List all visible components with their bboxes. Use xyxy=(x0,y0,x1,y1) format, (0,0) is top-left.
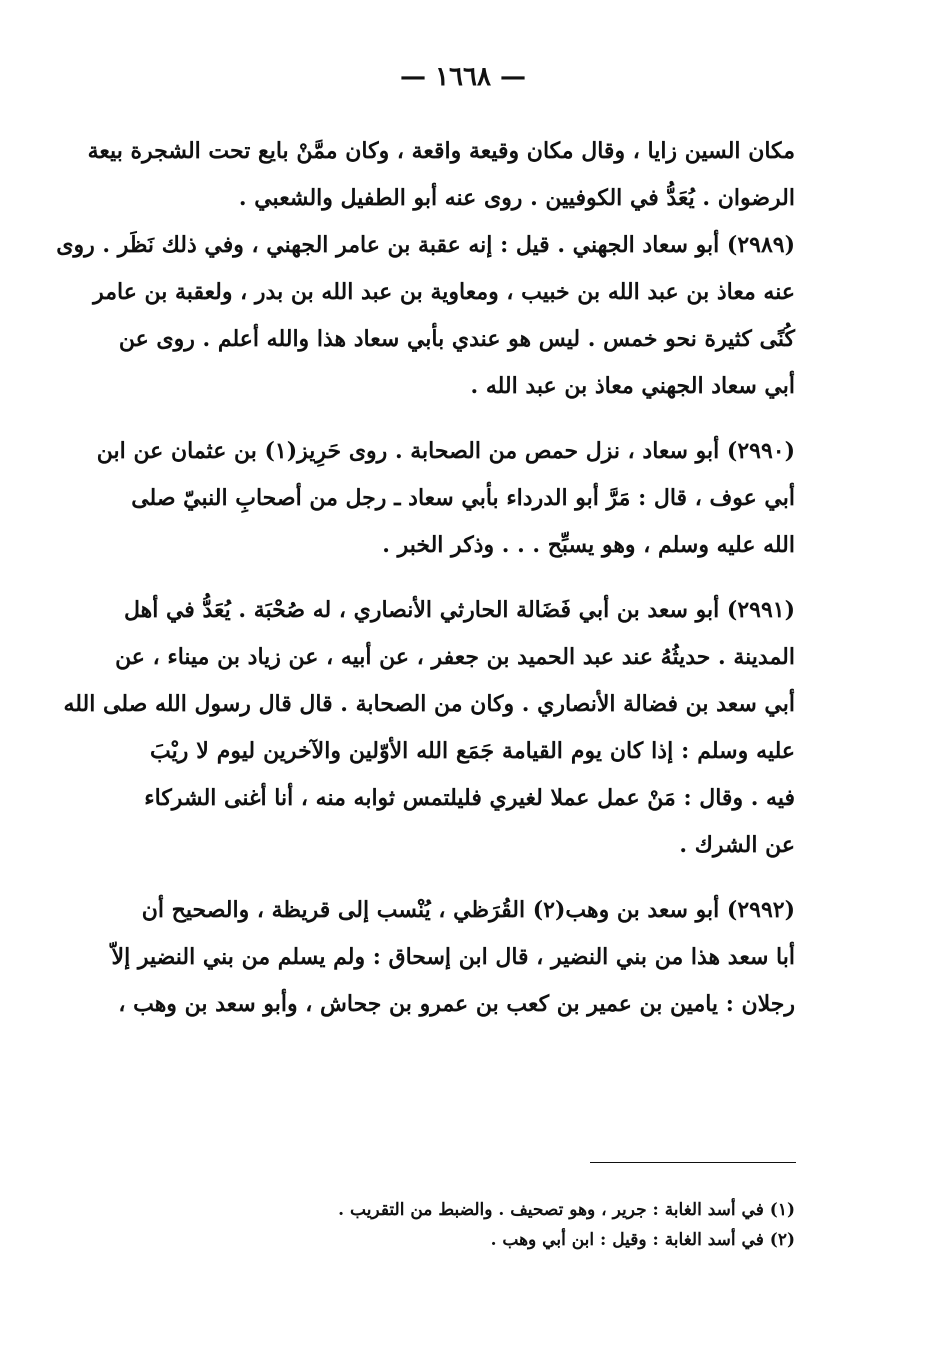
text-line: (٢٩٩٠) أبو سعاد ، نزل حمص من الصحابة . روى حَرِيز(١) بن عثمان عن ابن xyxy=(96,438,795,464)
text-line: أبا سعد هذا من بني النضير ، قال ابن إسحاق : ولم يسلم من بني النضير إلاّ xyxy=(111,944,795,970)
text-line: (٢٩٨٩) أبو سعاد الجهني . قيل : إنه عقبة بن عامر الجهني ، وفي ذلك نَظَر . روى xyxy=(56,232,795,258)
text-line: أبي سعاد الجهني معاذ بن عبد الله . xyxy=(470,373,795,399)
entry-2989 xyxy=(56,222,795,410)
text-line: (٢٩٩١) أبو سعد بن أبي فَضَالة الحارثي الأنصاري ، له صُحْبَة . يُعَدُّ في أهل xyxy=(123,597,795,623)
text-line: عن الشرك . xyxy=(679,832,795,858)
text-line: (٢٩٩٢) أبو سعد بن وهب(٢) القُرَظي ، يُنْسب إلى قريظة ، والصحيح أن xyxy=(141,897,795,923)
footnotes xyxy=(150,1195,795,1255)
text-line: عليه وسلم : إذا كان يوم القيامة جَمَع الله الأوّلين والآخرين ليوم لا ريْبَ xyxy=(150,738,795,764)
text-line: فيه . وقال : مَنْ عمل عملا لغيري فليلتمس ثوابه منه ، أنا أغنى الشركاء xyxy=(144,785,795,811)
footnote-2: (٢) في أسد الغابة : وقيل : ابن أبي وهب . xyxy=(490,1230,795,1250)
text-line: الرضوان . يُعَدُّ في الكوفيين . روى عنه أبو الطفيل والشعبي . xyxy=(238,185,795,211)
footnote-divider xyxy=(590,1162,796,1163)
text-line: المدينة . حديثُهُ عند عبد الحميد بن جعفر ، عن أبيه ، عن زياد بن ميناء ، عن xyxy=(115,644,795,670)
text-line: أبي سعد بن فضالة الأنصاري . وكان من الصحابة . قال قال رسول الله صلى الله xyxy=(63,691,795,717)
text-line: عنه معاذ بن عبد الله بن خبيب ، ومعاوية بن عبد الله بن بدر ، ولعقبة بن عامر xyxy=(93,279,795,305)
text-line: كُنًى كثيرة نحو خمس . ليس هو عندي بأبي سعاد هذا والله أعلم . روى عن xyxy=(118,326,795,352)
entry-2991 xyxy=(63,587,795,869)
text-line: أبي عوف ، قال : مَرَّ أبو الدرداء بأبي سعاد ـ رجل من أصحابِ النبيّ صلى xyxy=(131,485,795,511)
page-number: — ١٦٦٨ — xyxy=(400,62,526,92)
text-line: الله عليه وسلم ، وهو يسبِّح . . . وذكر الخبر . xyxy=(382,532,795,558)
text-line: مكان السين زايا ، وقال مكان وقيعة واقعة ، وكان ممَّنْ بايع تحت الشجرة بيعة xyxy=(87,138,795,164)
entry-2990 xyxy=(96,428,795,569)
footnote-1: (١) في أسد الغابة : جرير ، وهو تصحيف . والضبط من التقريب . xyxy=(338,1200,795,1220)
paragraph xyxy=(87,128,795,222)
main-text xyxy=(56,128,795,1028)
text-line: رجلان : يامين بن عمير بن كعب بن عمرو بن جحاش ، وأبو سعد بن وهب ، xyxy=(118,991,795,1017)
entry-2992 xyxy=(111,887,795,1028)
